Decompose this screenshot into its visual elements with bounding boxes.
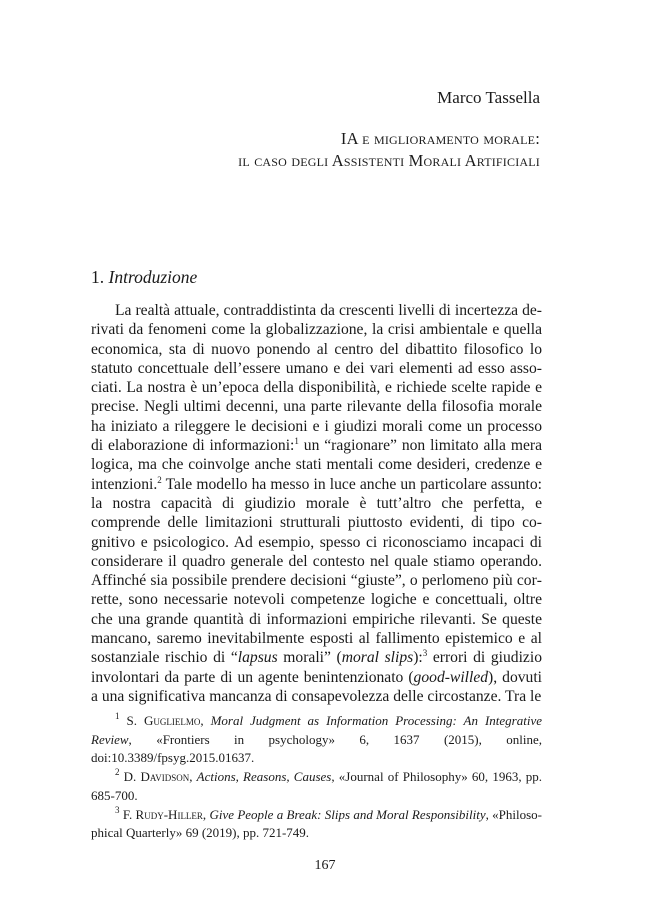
- italic-term: lapsus: [237, 649, 278, 667]
- footnote-author: D. Davidson,: [123, 769, 193, 785]
- chapter-title: [238, 128, 540, 172]
- footnotes: [91, 712, 542, 843]
- text-run: ), dovuti a una significativa mancanza di consapevolezza delle circostanze. Tra le: [91, 668, 542, 705]
- footnote-number: 3: [115, 804, 120, 815]
- page-number: 167: [314, 858, 336, 873]
- body-text: [91, 301, 542, 706]
- footnote-citation: , «Philosophical Quarterly» 69 (2019), pp. 721-749.: [91, 806, 543, 841]
- section-label: Introduzione: [108, 267, 198, 287]
- footnote-citation: , «Frontiers in psychology» 6, 1637 (2015), online, doi:10.3389/fpsyg.2015.01637.: [91, 731, 542, 766]
- footnote-title: Give People a Break: Slips and Moral Responsibility: [209, 806, 486, 822]
- footnote-ref-1: 1: [294, 436, 299, 447]
- footnote-citation: , «Journal of Philosophy» 60, 1963, pp. 685-700.: [91, 769, 543, 803]
- footnote: [91, 712, 542, 768]
- footnote-title: Moral Judgment as Information Processing: An Integrative Review: [91, 713, 543, 747]
- footnote-author: F. Rudy-Hiller,: [122, 806, 207, 822]
- text-run: un “ragionare” non limitato alla mera logica, ma che coinvolge anche stati mentali come desideri, credenze e intenzioni.: [91, 437, 543, 493]
- footnote-ref-3: 3: [422, 648, 428, 659]
- footnote-author: S. Guglielmo,: [126, 713, 204, 728]
- text-run: ):: [413, 649, 423, 667]
- footnote-number: 2: [115, 767, 120, 778]
- section-heading: [91, 267, 197, 288]
- chapter-title-line-2: il caso degli Assistenti Morali Artificiali: [238, 151, 540, 170]
- paragraph: [91, 301, 542, 706]
- footnote-ref-2: 2: [157, 474, 162, 485]
- chapter-title-line-1: IA e miglioramento morale:: [340, 129, 540, 148]
- text-run: errori di giudizio involontari da parte di un agente benintenzionato (: [91, 649, 542, 686]
- italic-term: moral slips: [341, 649, 414, 667]
- footnote-number: 1: [115, 711, 120, 721]
- italic-term: good-willed: [413, 668, 489, 686]
- footnote-title: Actions, Reasons, Causes: [196, 769, 332, 785]
- footnote: [91, 806, 542, 843]
- text-run: morali” (: [277, 649, 342, 667]
- footnote: [91, 768, 542, 805]
- chapter-author: Marco Tassella: [437, 88, 540, 107]
- text-run: La realtà attuale, contraddistinta da crescenti livelli di incertezza derivati da fenomeni come la globalizzazione, la crisi ambientale e quella economica, sta di nuovo ponendo al centro del dibattito filosofico lo statuto concettuale dell’essere umano e dei vari elementi ad esso associati. La nostra è un’epoca della disponibilità, e richiede scelte rapide e precise. Negli ultimi decenni, una parte rilevante della filosofia morale ha iniziato a rileggere le decisioni e i giudizi morali come un processo di elaborazione di informazioni:: [91, 302, 542, 455]
- text-run: Tale modello ha messo in luce anche un particolare assunto: la nostra capacità di giudizio morale è tutt’altro che perfetta, e comprende delle limitazioni strutturali piuttosto evidenti, di tipo cognitivo e psicologico. Ad esempio, spesso ci riconosciamo incapaci di considerare il quadro generale del contesto nel quale stiamo operando. Affinché sia possibile prendere decisioni “giuste”, o perlomeno più corrette, sono necessarie notevoli competenze logiche e concettuali, oltre che una grande quantità di informazioni empiriche rilevanti. Se queste mancano, saremo inevitabilmente esposti al fallimento epistemico e al sostanziale rischio di “: [91, 475, 542, 667]
- section-number: 1.: [91, 267, 105, 287]
